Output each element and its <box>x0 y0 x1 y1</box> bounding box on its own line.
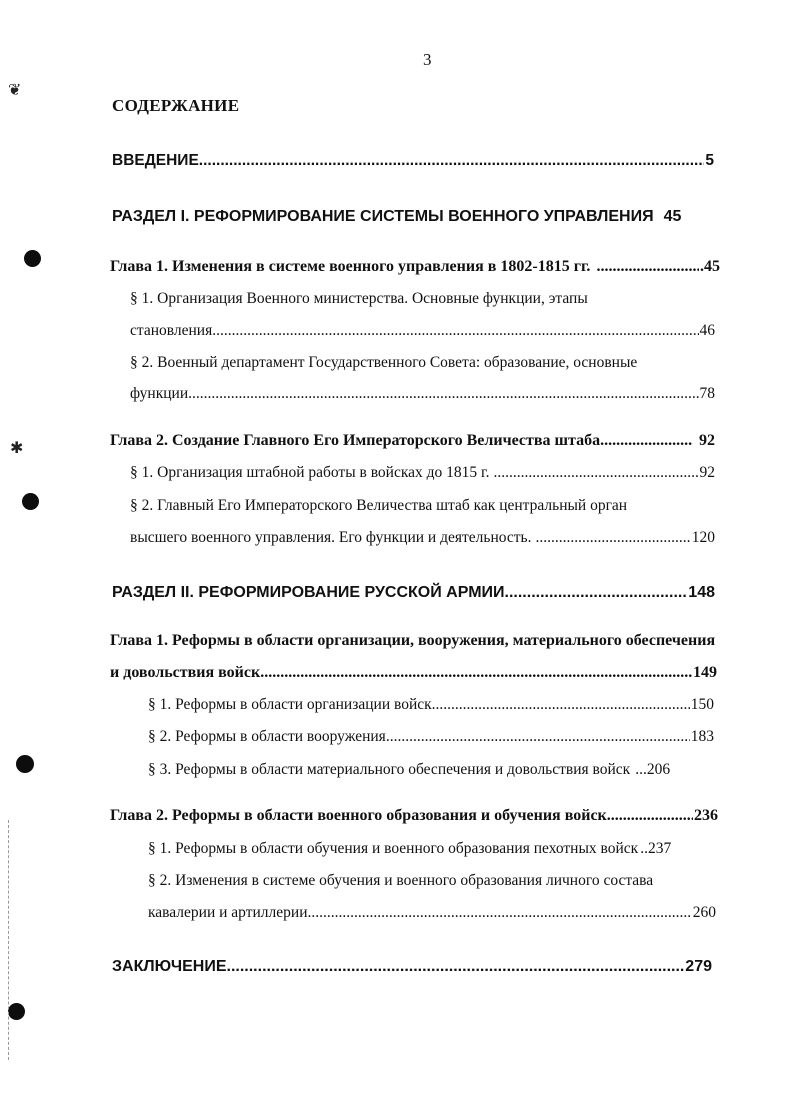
toc-entry-page: 150 <box>690 696 714 713</box>
dot-leader <box>596 258 699 276</box>
toc-entry-label: функции <box>130 385 189 402</box>
toc-entry-page: 149 <box>693 664 717 681</box>
toc-entry-page: 183 <box>690 728 714 745</box>
toc-entry-page: ..237 <box>640 840 672 857</box>
dot-leader <box>212 322 698 340</box>
toc-entry-page: 279 <box>685 958 712 975</box>
toc-entry-label: становления <box>130 322 213 339</box>
toc-entry-p1c1-s1[interactable] <box>130 322 715 340</box>
toc-entry-p1c1-s2[interactable] <box>130 385 715 403</box>
toc-entry-label: Глава 2. Создание Главного Его Императорского Величества штаба <box>110 432 601 449</box>
binder-hole-icon <box>16 755 34 773</box>
toc-entry-conclusion[interactable] <box>112 958 712 976</box>
toc-entry-p1c1-s1-line1: § 1. Организация Военного министерства. Основные функции, этапы <box>130 290 588 307</box>
toc-entry-p1c2-s2[interactable] <box>130 529 715 547</box>
toc-entry-page: 120 <box>691 529 715 546</box>
scan-mark-icon: ✱ <box>10 440 24 457</box>
toc-entry-part1-chapter2[interactable] <box>110 432 715 450</box>
toc-entry-page: 148 <box>688 584 715 601</box>
toc-entry-label: § 3. Реформы в области материального обеспечения и довольствия войск <box>148 761 631 778</box>
toc-entry-label: § 1. Реформы в области организации войск <box>148 696 432 713</box>
toc-entry-intro[interactable] <box>112 152 714 170</box>
toc-entry-page: 45 <box>663 208 682 225</box>
dot-leader <box>231 958 684 976</box>
toc-entry-p1c1-s2-line1: § 2. Военный департамент Государственного Совета: образование, основные <box>130 354 638 371</box>
toc-entry-label: РАЗДЕЛ I. РЕФОРМИРОВАНИЕ СИСТЕМЫ ВОЕННОГО УПРАВЛЕНИЯ <box>112 208 654 225</box>
page-number: 3 <box>423 50 432 69</box>
dot-leader <box>260 664 692 682</box>
toc-entry-p2c1-s2[interactable] <box>148 728 714 746</box>
toc-entry-label: § 2. Реформы в области вооружения <box>148 728 386 745</box>
toc-entry-label: и довольствия войск <box>110 664 261 681</box>
toc-entry-page: 92 <box>699 432 715 449</box>
toc-entry-p2c1-s1[interactable] <box>148 696 714 714</box>
toc-entry-label: РАЗДЕЛ II. РЕФОРМИРОВАНИЕ РУССКОЙ АРМИИ <box>112 584 505 601</box>
dot-leader <box>600 432 693 450</box>
toc-entry-p2c2-s1[interactable] <box>148 840 718 858</box>
toc-entry-part2[interactable] <box>112 584 715 602</box>
toc-entry-label: ЗАКЛЮЧЕНИЕ. <box>112 958 231 975</box>
scan-edge-divider <box>8 820 10 1060</box>
dot-leader <box>386 728 690 746</box>
binder-hole-icon <box>8 1003 25 1020</box>
dot-leader <box>199 152 705 170</box>
toc-entry-page: ...206 <box>635 761 671 778</box>
toc-entry-page: 92 <box>699 464 715 481</box>
toc-entry-label: ВВЕДЕНИЕ <box>112 152 199 169</box>
toc-entry-p2c1-line1: Глава 1. Реформы в области организации, вооружения, материального обеспечения <box>110 632 716 649</box>
dot-leader <box>607 807 693 825</box>
toc-entry-p1c2-s1[interactable] <box>130 464 715 482</box>
toc-entry-label: § 1. Реформы в области обучения и военного образования пехотных войск <box>148 840 639 857</box>
toc-entry-label: Глава 2. Реформы в области военного образования и обучения войск <box>110 807 607 824</box>
toc-entry-part1[interactable] <box>112 208 720 226</box>
binder-hole-icon <box>22 493 39 510</box>
toc-entry-part2-chapter1[interactable] <box>110 664 717 682</box>
dot-leader <box>535 529 690 547</box>
toc-entry-p1c2-s2-line1: § 2. Главный Его Императорского Величества штаб как центральный орган <box>130 497 628 514</box>
scan-mark-icon: ❦ <box>8 82 22 99</box>
dot-leader <box>432 696 690 714</box>
toc-entry-page: 46 <box>699 322 715 339</box>
toc-entry-page: 260 <box>692 904 716 921</box>
dot-leader <box>505 584 688 602</box>
dot-leader <box>494 464 699 482</box>
toc-title: СОДЕРЖАНИЕ <box>112 96 240 115</box>
toc-entry-part2-chapter2[interactable] <box>110 807 718 825</box>
toc-entry-label: § 1. Организация штабной работы в войсках до 1815 г. <box>130 464 490 481</box>
toc-entry-page: 236 <box>694 807 718 824</box>
toc-entry-p2c2-s2[interactable] <box>148 904 716 922</box>
toc-entry-part1-chapter1[interactable] <box>110 258 720 276</box>
dot-leader <box>308 904 692 922</box>
toc-entry-page: 78 <box>699 385 715 402</box>
toc-entry-label: кавалерии и артиллерии <box>148 904 308 921</box>
toc-entry-page: 5 <box>705 152 714 169</box>
toc-entry-p2c1-s3[interactable] <box>148 761 718 779</box>
toc-entry-label: Глава 1. Изменения в системе военного управления в 1802-1815 гг. <box>110 258 591 275</box>
toc-entry-page: .45 <box>700 258 720 275</box>
toc-entry-label: высшего военного управления. Его функции и деятельность. <box>130 529 532 546</box>
toc-entry-p2c2-s2-line1: § 2. Изменения в системе обучения и военного образования личного состава <box>148 872 654 889</box>
binder-hole-icon <box>24 250 41 267</box>
dot-leader <box>188 385 698 403</box>
